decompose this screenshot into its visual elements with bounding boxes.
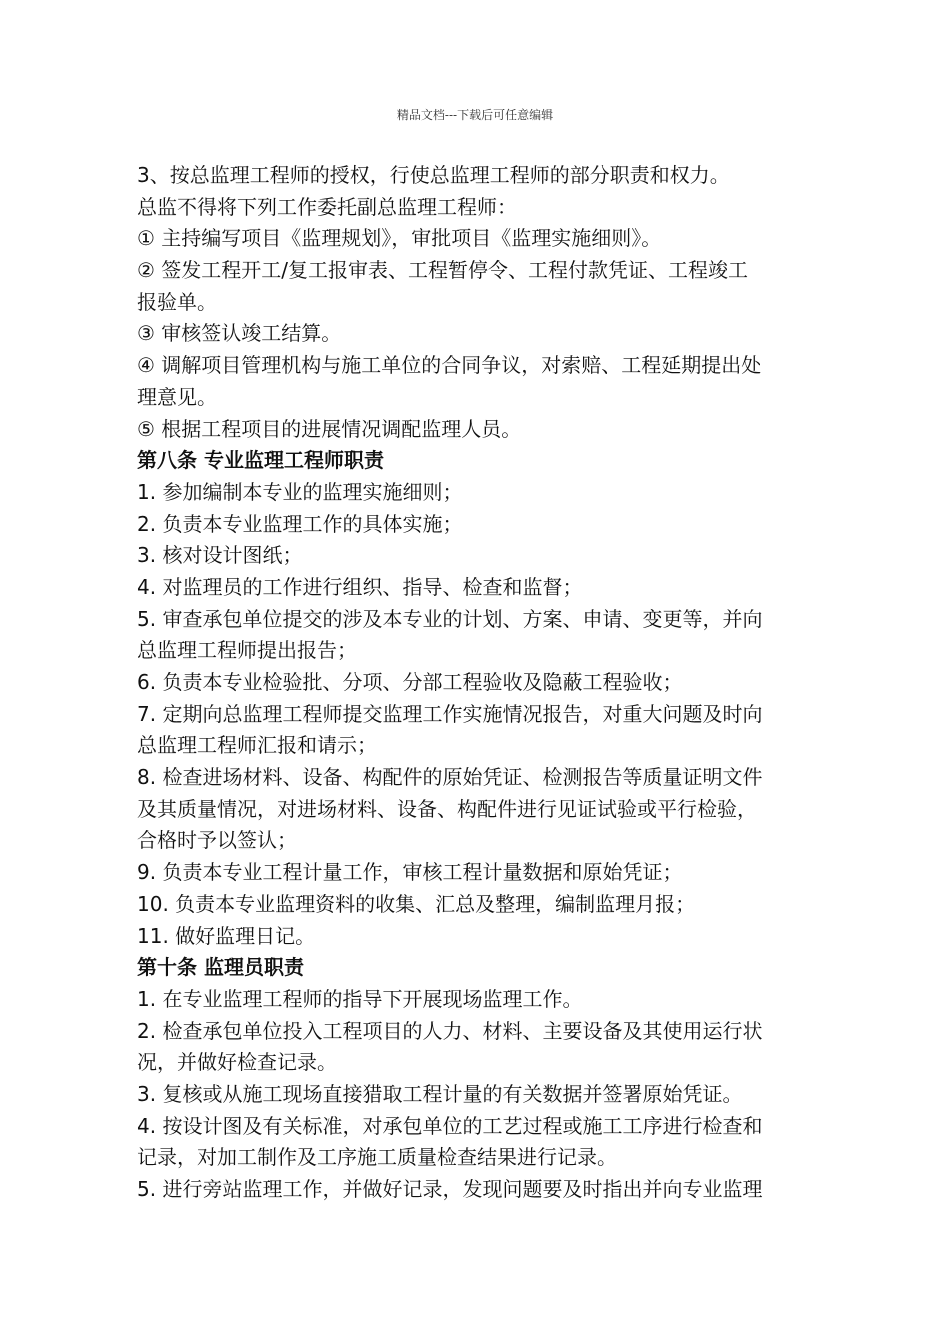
page-header: 精品文档---下载后可任意编辑 <box>396 108 554 122</box>
text-line: 3. 核对设计图纸； <box>137 543 303 568</box>
text-line: 2. 检查承包单位投入工程项目的人力、材料、主要设备及其使用运行状 <box>137 1018 763 1043</box>
text-line: 9. 负责本专业工程计量工作，审核工程计量数据和原始凭证； <box>137 860 683 885</box>
text-line: 10. 负责本专业监理资料的收集、汇总及整理，编制监理月报； <box>137 891 696 916</box>
text-line: 8. 检查进场材料、设备、构配件的原始凭证、检测报告等质量证明文件 <box>137 765 763 790</box>
text-line: ③ 审核签认竣工结算。 <box>137 321 342 346</box>
section-heading: 第十条 监理员职责 <box>137 955 304 980</box>
text-line: 1. 在专业监理工程师的指导下开展现场监理工作。 <box>137 986 583 1011</box>
text-line: ④ 调解项目管理机构与施工单位的合同争议，对索赔、工程延期提出处 <box>137 353 762 378</box>
text-line: 4. 按设计图及有关标准，对承包单位的工艺过程或施工工序进行检查和 <box>137 1113 763 1138</box>
text-line: 况，并做好检查记录。 <box>137 1050 337 1075</box>
text-line: 合格时予以签认； <box>137 828 297 853</box>
text-line: 4. 对监理员的工作进行组织、指导、检查和监督； <box>137 574 583 599</box>
text-line: 5. 审查承包单位提交的涉及本专业的计划、方案、申请、变更等，并向 <box>137 606 763 631</box>
text-line: 3. 复核或从施工现场直接猎取工程计量的有关数据并签署原始凭证。 <box>137 1081 743 1106</box>
text-line: 2. 负责本专业监理工作的具体实施； <box>137 511 463 536</box>
text-line: ② 签发工程开工/复工报审表、工程暂停令、工程付款凭证、工程竣工 <box>137 258 749 283</box>
text-line: 总监理工程师汇报和请示； <box>137 733 377 758</box>
text-line: 6. 负责本专业检验批、分项、分部工程验收及隐蔽工程验收； <box>137 670 683 694</box>
section-heading: 第八条 专业监理工程师职责 <box>137 448 384 473</box>
text-line: ⑤ 根据工程项目的进展情况调配监理人员。 <box>137 416 522 441</box>
text-line: 7. 定期向总监理工程师提交监理工作实施情况报告，对重大问题及时向 <box>137 701 763 726</box>
text-line: 总监不得将下列工作委托副总监理工程师： <box>137 194 517 219</box>
text-line: 3、按总监理工程师的授权，行使总监理工程师的部分职责和权力。 <box>137 163 730 187</box>
text-line: 及其质量情况，对进场材料、设备、构配件进行见证试验或平行检验， <box>137 796 757 821</box>
text-line: 总监理工程师提出报告； <box>137 638 357 663</box>
text-line: 1. 参加编制本专业的监理实施细则； <box>137 479 463 504</box>
text-line: 11. 做好监理日记。 <box>137 923 316 948</box>
text-line: 5. 进行旁站监理工作，并做好记录，发现问题要及时指出并向专业监理 <box>137 1177 763 1201</box>
text-line: 报验单。 <box>137 289 217 314</box>
document-body <box>137 160 837 1206</box>
text-line: 理意见。 <box>137 384 217 409</box>
text-line: 记录，对加工制作及工序施工质量检查结果进行记录。 <box>137 1145 617 1170</box>
text-line: ① 主持编写项目《监理规划》，审批项目《监理实施细则》。 <box>137 226 662 251</box>
